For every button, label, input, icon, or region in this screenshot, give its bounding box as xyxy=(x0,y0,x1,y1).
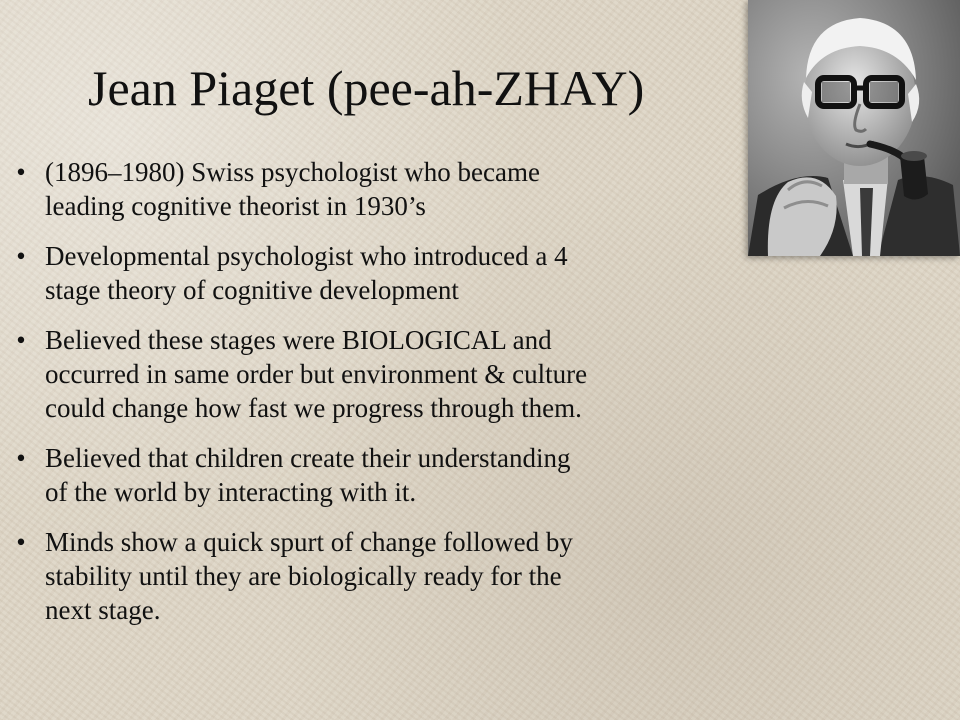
bullet-dot: • xyxy=(16,241,26,271)
bullet-line: stability until they are biologically ready for the xyxy=(45,561,562,591)
bullet-item xyxy=(0,525,800,627)
bullet-line: Minds show a quick spurt of change followed by xyxy=(45,527,573,557)
portrait-photo xyxy=(748,0,960,256)
bullet-line: (1896–1980) Swiss psychologist who became xyxy=(45,157,540,187)
bullet-item xyxy=(0,239,800,307)
slide-title: Jean Piaget (pee-ah-ZHAY) xyxy=(88,60,645,116)
bullet-item xyxy=(0,441,800,509)
bullet-list xyxy=(0,155,800,643)
bullet-item xyxy=(0,323,800,425)
bullet-line: Developmental psychologist who introduced a 4 xyxy=(45,241,568,271)
bullet-line: stage theory of cognitive development xyxy=(45,275,459,305)
bullet-dot: • xyxy=(16,527,26,557)
bullet-line: Believed that children create their understanding xyxy=(45,443,571,473)
bullet-line: occurred in same order but environment & culture xyxy=(45,359,588,389)
portrait-illustration xyxy=(748,0,960,256)
bullet-line: Believed these stages were BIOLOGICAL and xyxy=(45,325,552,355)
bullet-item xyxy=(0,155,800,223)
bullet-dot: • xyxy=(16,157,26,187)
bullet-line: could change how fast we progress through them. xyxy=(45,393,582,423)
bullet-line: leading cognitive theorist in 1930’s xyxy=(45,191,426,221)
bullet-line: next stage. xyxy=(45,595,161,625)
bullet-dot: • xyxy=(16,325,26,355)
bullet-line: of the world by interacting with it. xyxy=(45,477,417,507)
bullet-dot: • xyxy=(16,443,26,473)
